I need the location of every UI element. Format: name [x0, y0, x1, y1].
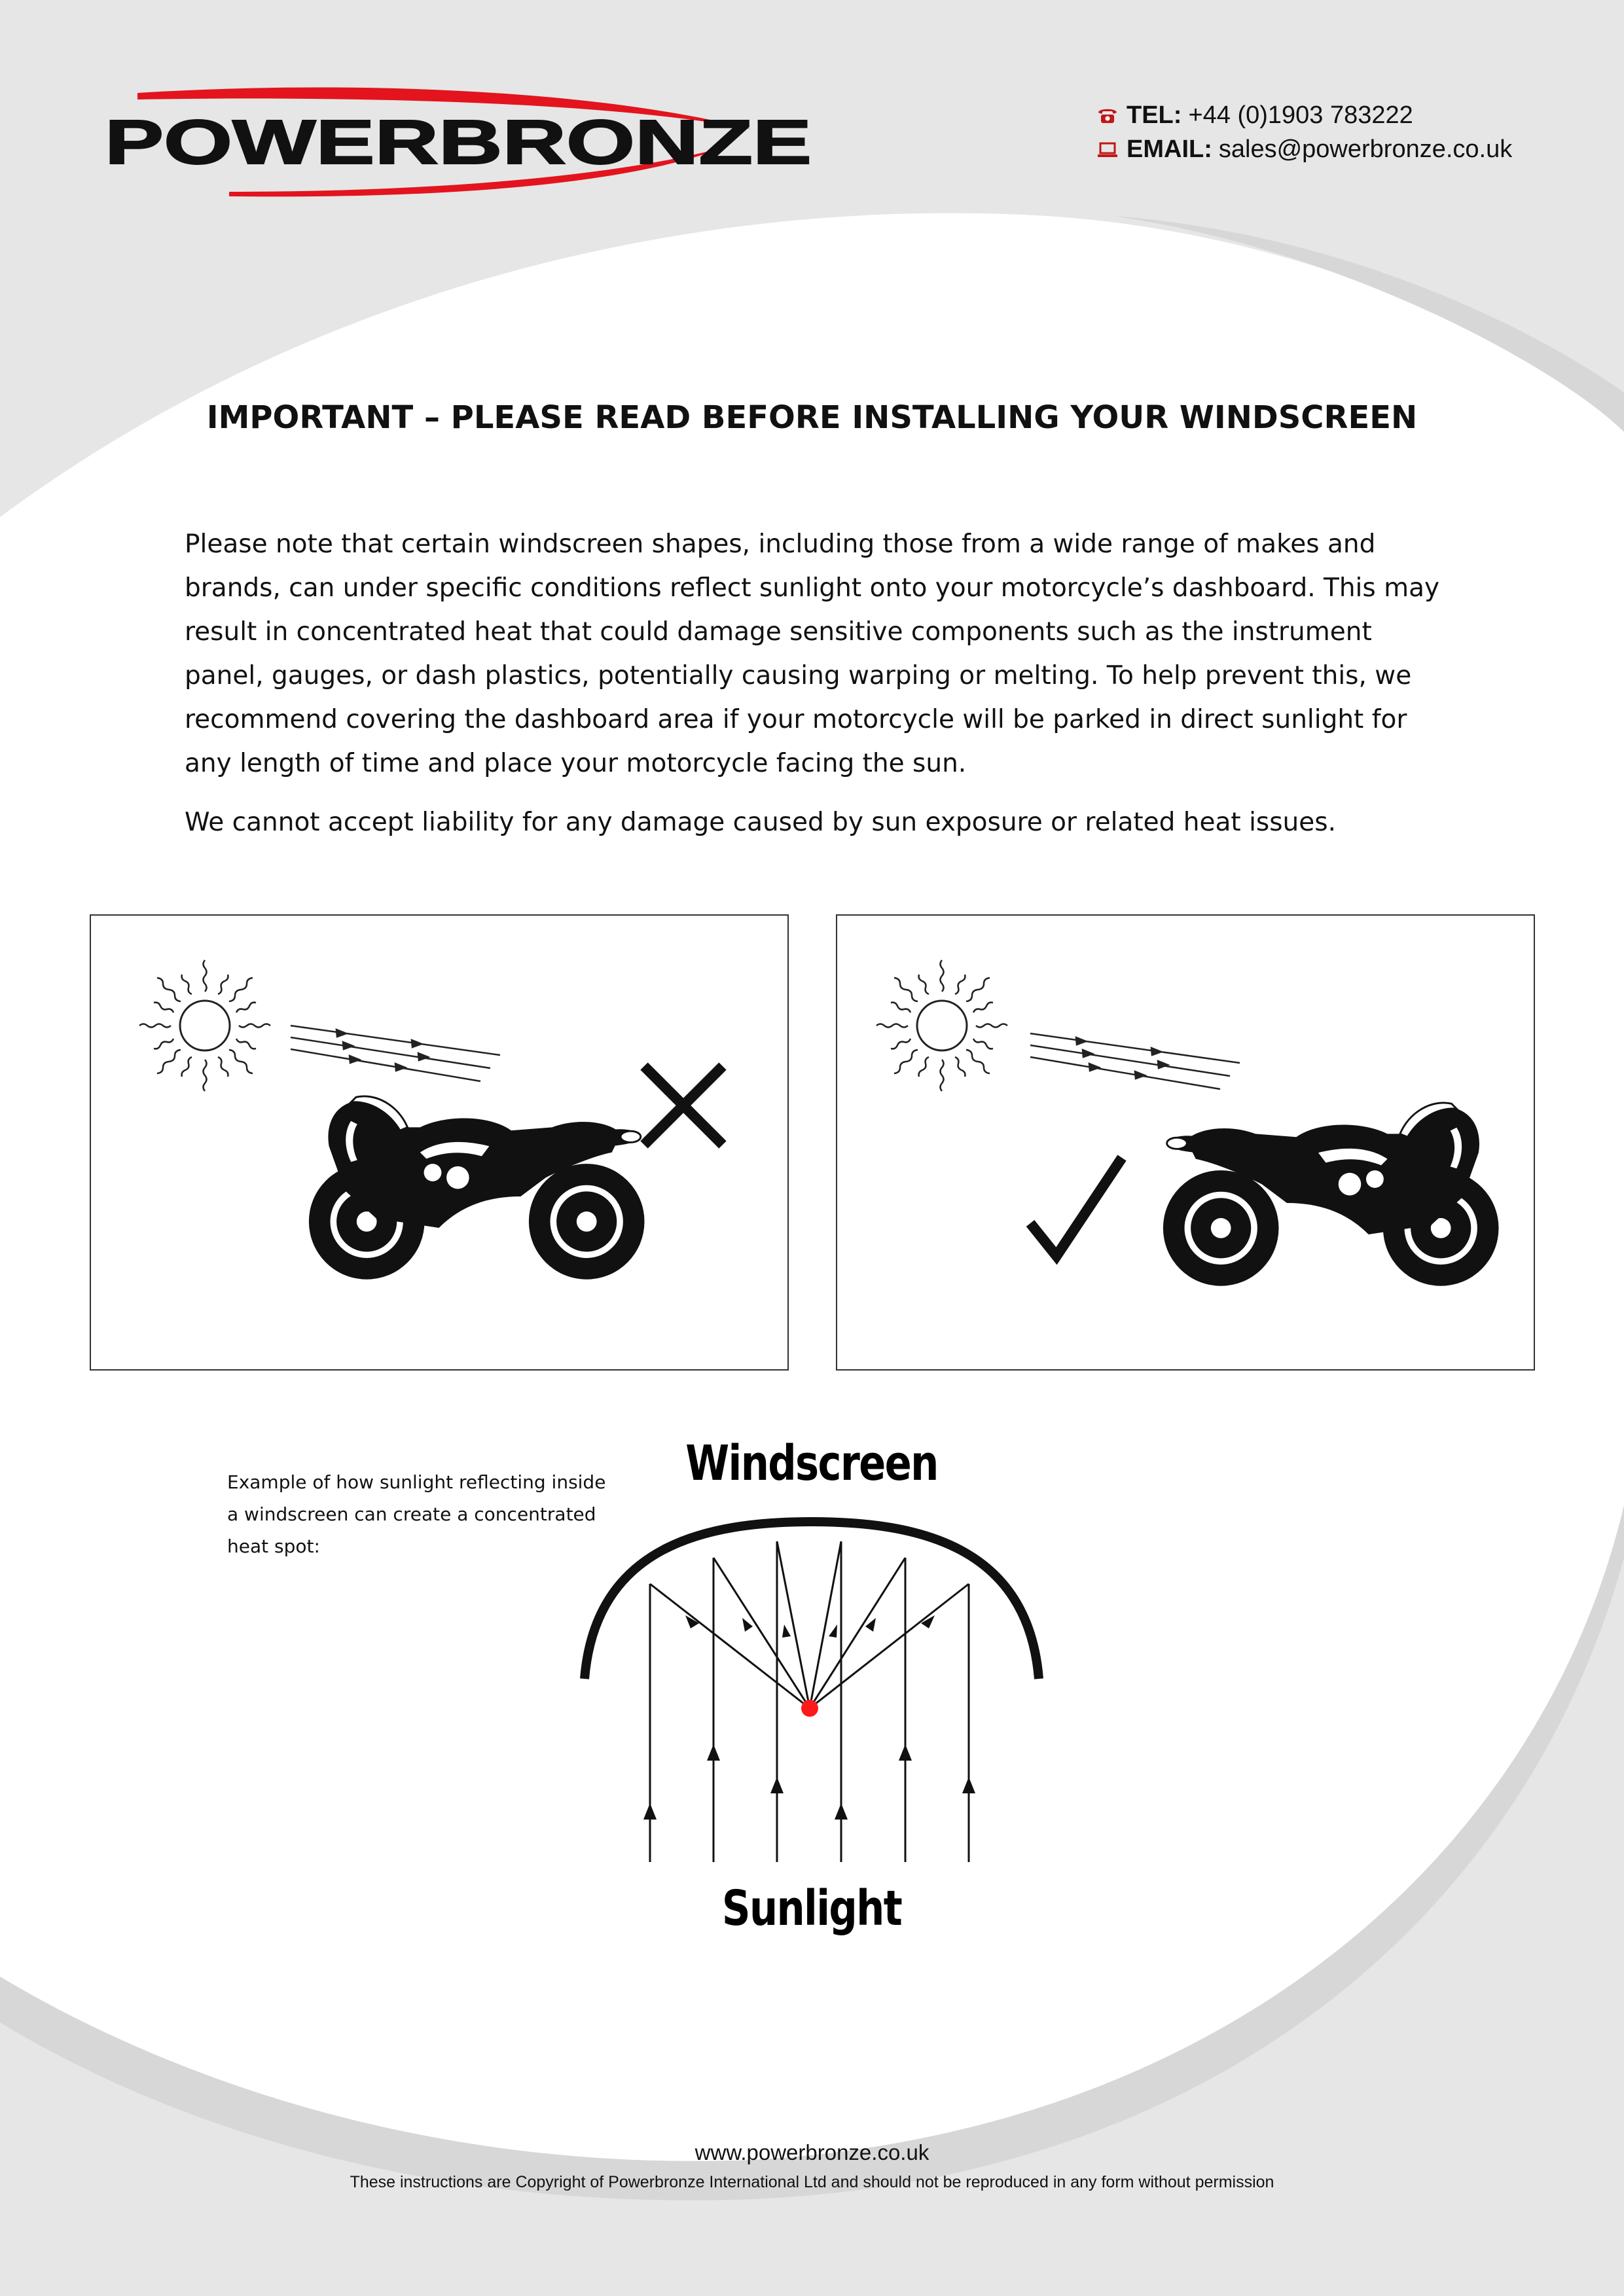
sunlight-rays-icon	[1030, 1033, 1240, 1089]
windscreen-reflection-diagram	[563, 1427, 1060, 1950]
windscreen-arc	[585, 1522, 1039, 1679]
laptop-icon	[1096, 138, 1119, 160]
email-row	[1096, 132, 1512, 166]
scene-wrong-panel	[90, 914, 789, 1371]
tel-value[interactable]: +44 (0)1903 783222	[1188, 101, 1413, 129]
sunlight-label: Sunlight	[721, 1880, 902, 1937]
windscreen-label: Windscreen	[685, 1435, 938, 1492]
tel-label: TEL:	[1127, 101, 1182, 129]
heat-spot-icon	[801, 1700, 818, 1717]
checkmark-icon	[1030, 1158, 1122, 1256]
scene-right-panel	[836, 914, 1535, 1371]
email-value[interactable]: sales@powerbronze.co.uk	[1218, 135, 1513, 163]
liability-paragraph: We cannot accept liability for any damage caused by sun exposure or related heat issues.	[185, 808, 1336, 837]
motorcycle-icon	[1163, 1103, 1499, 1286]
footer-copyright: These instructions are Copyright of Powerbronze International Ltd and should not be reproduced in any form without permission	[350, 2173, 1274, 2191]
tel-row	[1096, 98, 1512, 132]
notice-paragraph: Please note that certain windscreen shapes, including those from a wide range of makes and brands, can under specific conditions reflect sunlight onto your motorcycle’s dashboard. This may result in concentrated heat that could damage sensitive components such as the instrument panel, gauges, or dash plastics, potentially causing warping or melting. To help prevent this, we recommend covering the dashboard area if your motorcycle will be parked in direct sunlight for any length of time and place your motorcycle facing the sun.	[185, 529, 1440, 778]
page-title: IMPORTANT – PLEASE READ BEFORE INSTALLING YOUR WINDSCREEN	[206, 399, 1418, 436]
motorcycle-icon	[309, 1096, 645, 1280]
phone-icon	[1096, 104, 1119, 126]
powerbronze-logo	[98, 84, 818, 202]
cross-icon	[644, 1066, 723, 1145]
diagram-caption: Example of how sunlight reflecting inside a windscreen can create a concentrated heat spot:	[227, 1471, 606, 1557]
sun-icon	[876, 960, 1007, 1091]
footer-url[interactable]: www.powerbronze.co.uk	[695, 2140, 929, 2164]
sunlight-rays-icon	[291, 1026, 500, 1081]
email-label: EMAIL:	[1127, 135, 1212, 163]
notice-body	[185, 522, 1454, 859]
scene-right-illustration	[837, 916, 1534, 1369]
contact-block	[1096, 98, 1512, 166]
sun-icon	[139, 960, 270, 1091]
scene-wrong-illustration	[91, 916, 787, 1369]
brand-wordmark: POWERBRONZE	[105, 107, 812, 177]
